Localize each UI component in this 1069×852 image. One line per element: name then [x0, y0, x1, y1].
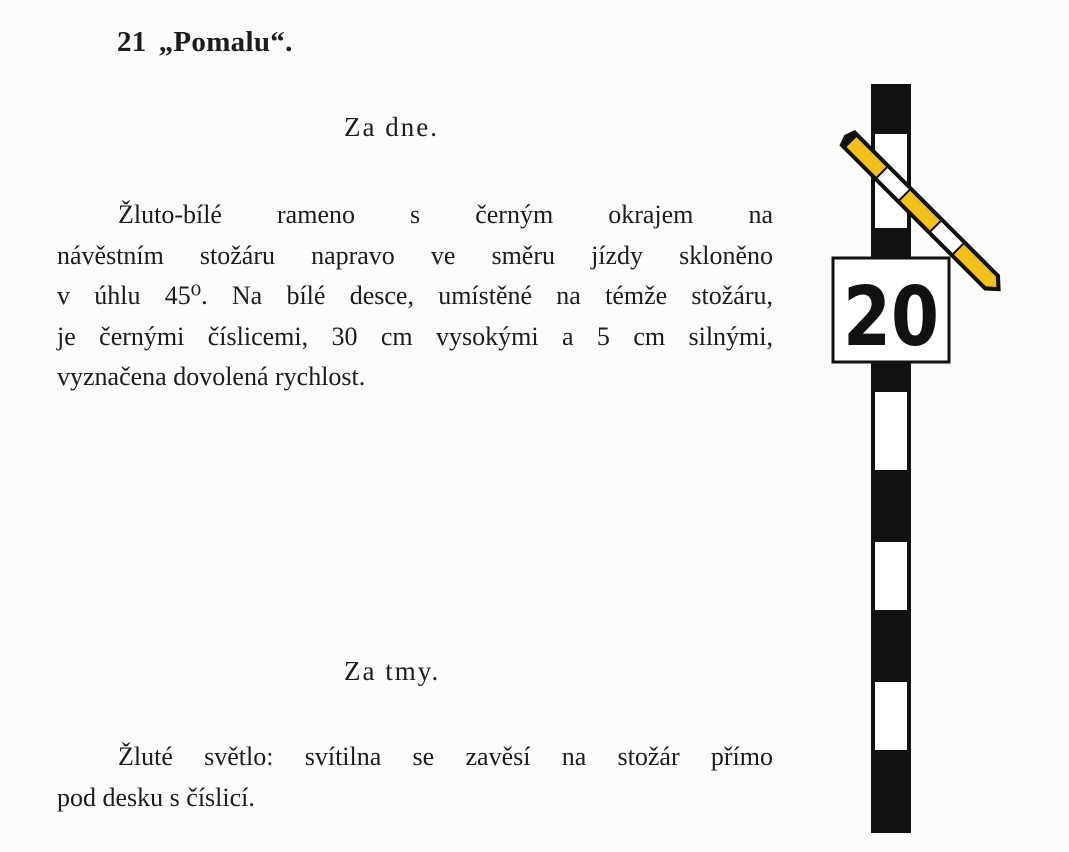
day-line-5: vyznačena dovolená rychlost. — [57, 362, 366, 391]
day-line-4: je černými číslicemi, 30 cm vysokými a 5 cm silnými, — [57, 321, 773, 351]
speed-number: 20 — [843, 270, 939, 365]
section-heading — [117, 26, 293, 59]
speed-plate — [833, 258, 949, 365]
section-title: „Pomalu“. — [158, 26, 293, 58]
night-line-1: Žluté světlo: svítilna se zavěsí na stožár přímo — [118, 742, 773, 771]
night-line-2: pod desku s číslicí. — [57, 782, 255, 812]
night-subheading: Za tmy. — [344, 656, 441, 686]
night-description — [57, 737, 773, 818]
day-line-1: Žluto-bílé rameno s černým okrajem na — [118, 200, 773, 229]
day-subheading: Za dne. — [344, 112, 439, 142]
slow-signal-illustration — [820, 78, 1040, 838]
day-line-2: návěstním stožáru napravo ve směru jízdy skloněno — [57, 240, 773, 270]
day-line-3: v úhlu 45⁰. Na bílé desce, umístěné na témže stožáru, — [57, 281, 773, 310]
day-description — [57, 195, 773, 398]
section-number: 21 — [117, 26, 147, 58]
